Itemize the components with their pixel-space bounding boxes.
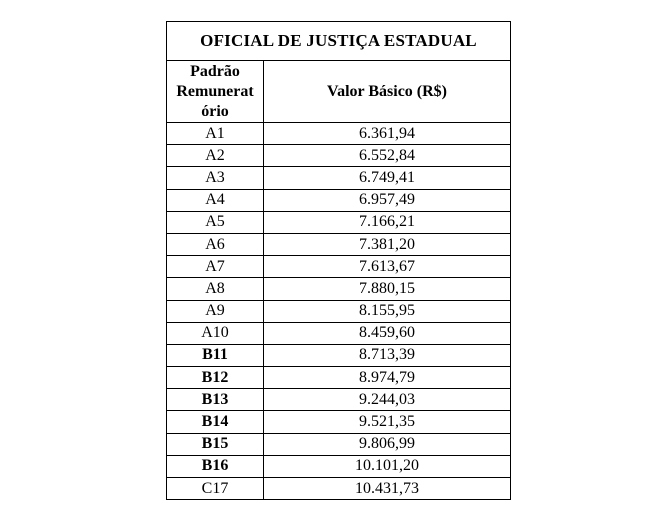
cell-level: C17: [167, 478, 264, 500]
cell-level: B14: [167, 411, 264, 433]
cell-level: A1: [167, 123, 264, 145]
table-row: [167, 211, 511, 233]
cell-value: 8.459,60: [264, 322, 511, 344]
cell-value: 8.155,95: [264, 300, 511, 322]
table-row: [167, 433, 511, 455]
cell-value: 7.880,15: [264, 278, 511, 300]
table-row: [167, 455, 511, 477]
table-row: [167, 145, 511, 167]
table-row: [167, 167, 511, 189]
cell-value: 8.713,39: [264, 344, 511, 366]
table-row: [167, 344, 511, 366]
header-row: [167, 61, 511, 123]
cell-value: 7.381,20: [264, 233, 511, 255]
table-row: [167, 233, 511, 255]
table-row: [167, 478, 511, 500]
cell-value: 9.521,35: [264, 411, 511, 433]
table-row: [167, 411, 511, 433]
title-row: [167, 22, 511, 61]
table-row: [167, 389, 511, 411]
cell-level: A6: [167, 233, 264, 255]
header-level: [167, 61, 264, 123]
cell-level: A9: [167, 300, 264, 322]
cell-level: B13: [167, 389, 264, 411]
cell-level: B11: [167, 344, 264, 366]
cell-value: 10.431,73: [264, 478, 511, 500]
cell-level: B16: [167, 455, 264, 477]
cell-level: B12: [167, 367, 264, 389]
header-level-line-2: Remunerat: [176, 82, 254, 100]
table-row: [167, 278, 511, 300]
table-row: [167, 300, 511, 322]
table-row: [167, 367, 511, 389]
cell-level: B15: [167, 433, 264, 455]
header-level-line-1: Padrão: [190, 62, 240, 80]
table-title: OFICIAL DE JUSTIÇA ESTADUAL: [167, 22, 511, 61]
table-row: [167, 189, 511, 211]
cell-value: 9.806,99: [264, 433, 511, 455]
table-row: [167, 322, 511, 344]
table-row: [167, 123, 511, 145]
cell-level: A8: [167, 278, 264, 300]
header-value: Valor Básico (R$): [264, 61, 511, 123]
salary-table: [166, 21, 511, 500]
cell-value: 7.166,21: [264, 211, 511, 233]
cell-value: 6.957,49: [264, 189, 511, 211]
cell-value: 7.613,67: [264, 256, 511, 278]
cell-level: A3: [167, 167, 264, 189]
cell-value: 6.361,94: [264, 123, 511, 145]
header-level-line-3: ório: [201, 102, 229, 120]
cell-value: 8.974,79: [264, 367, 511, 389]
cell-level: A5: [167, 211, 264, 233]
cell-value: 6.749,41: [264, 167, 511, 189]
cell-value: 6.552,84: [264, 145, 511, 167]
cell-level: A2: [167, 145, 264, 167]
cell-value: 10.101,20: [264, 455, 511, 477]
cell-level: A10: [167, 322, 264, 344]
cell-level: A4: [167, 189, 264, 211]
cell-value: 9.244,03: [264, 389, 511, 411]
cell-level: A7: [167, 256, 264, 278]
table-row: [167, 256, 511, 278]
